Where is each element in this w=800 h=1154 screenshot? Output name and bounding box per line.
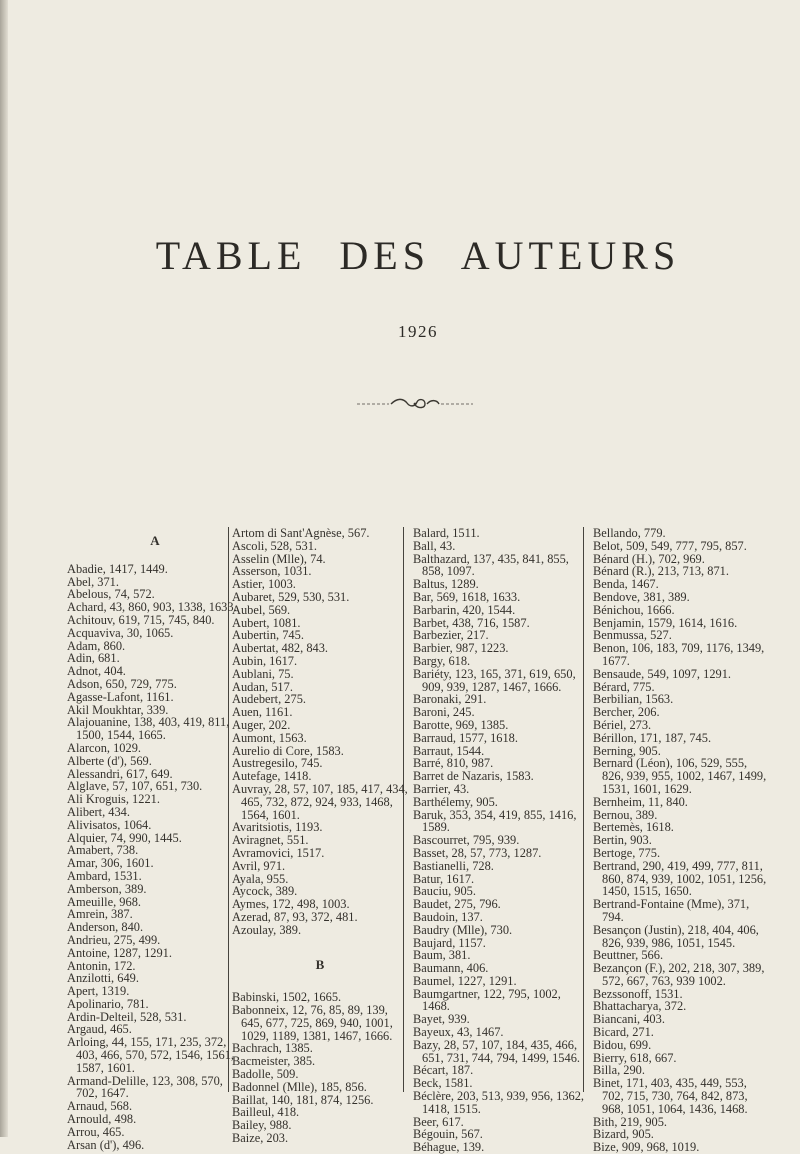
author-entry: Alajouanine, 138, 403, 419, 811, 1500, 1544, 1665.: [67, 715, 230, 743]
author-entry: Bayeux, 43, 1467.: [413, 1025, 504, 1040]
author-entry: Babonneix, 12, 76, 85, 89, 139, 645, 677, 725, 869, 940, 1001, 1029, 1189, 1381, 1467, 1666.: [232, 1003, 393, 1043]
author-entry: Aubaret, 529, 530, 531.: [232, 589, 350, 604]
author-entry: Bastianelli, 728.: [413, 858, 494, 873]
author-entry: Aviragnet, 551.: [232, 833, 309, 848]
author-entry: Achitouv, 619, 715, 745, 840.: [67, 612, 215, 627]
author-entry: Barraud, 1577, 1618.: [413, 730, 518, 745]
author-entry: Alessandri, 617, 649.: [67, 766, 173, 781]
author-entry: Alglave, 57, 107, 651, 730.: [67, 779, 203, 794]
author-entry: Baujard, 1157.: [413, 935, 486, 950]
author-entry: Berning, 905.: [593, 743, 661, 758]
author-entry: Bernou, 389.: [593, 807, 658, 822]
author-entry: Aycock, 389.: [232, 884, 298, 899]
author-entry: Arsan (d'), 496.: [67, 1137, 145, 1152]
author-entry: Bith, 219, 905.: [593, 1114, 668, 1129]
author-entry: Basset, 28, 57, 773, 1287.: [413, 845, 542, 860]
author-entry: Bicard, 271.: [593, 1025, 654, 1040]
author-entry: Baudry (Mlle), 730.: [413, 922, 513, 937]
author-entry: Barthélemy, 905.: [413, 794, 498, 809]
author-entry: Arloing, 44, 155, 171, 235, 372, 403, 466, 570, 572, 1546, 1561, 1587, 1601.: [67, 1035, 234, 1075]
author-entry: Berbilian, 1563.: [593, 692, 674, 707]
author-entry: Austregesilo, 745.: [232, 756, 323, 771]
author-entry: Bernheim, 11, 840.: [593, 794, 688, 809]
author-entry: Autefage, 1418.: [232, 769, 312, 784]
author-entry: Apolinario, 781.: [67, 996, 149, 1011]
author-entry: Bariéty, 123, 165, 371, 619, 650, 909, 939, 1287, 1467, 1666.: [413, 666, 576, 694]
index-column-3: [413, 527, 589, 1154]
author-entry: Baudet, 275, 796.: [413, 897, 501, 912]
author-entry: Beuttner, 566.: [593, 948, 664, 963]
index-column-4: [593, 527, 769, 1154]
author-entry: Bizard, 905.: [593, 1127, 654, 1142]
author-entry: Bernard (Léon), 106, 529, 555, 826, 939, 955, 1002, 1467, 1499, 1531, 1601, 1629.: [593, 756, 767, 796]
author-entry: Balard, 1511.: [413, 526, 480, 540]
author-entry: Arnould, 498.: [67, 1112, 137, 1127]
author-entry: Aumont, 1563.: [232, 730, 307, 745]
author-entry: Aubin, 1617.: [232, 653, 298, 668]
author-entry: Bensaude, 549, 1097, 1291.: [593, 666, 732, 681]
author-entry: Baum, 381.: [413, 948, 471, 963]
author-entry: Asselin (Mlle), 74.: [232, 551, 326, 566]
author-entry: Antonin, 172.: [67, 958, 136, 973]
author-entry: Baumel, 1227, 1291.: [413, 973, 517, 988]
author-entry: Aublani, 75.: [232, 666, 294, 681]
author-entry: Ameuille, 968.: [67, 894, 141, 909]
author-entry: Bize, 909, 968, 1019.: [593, 1140, 700, 1154]
index-column-2: [232, 527, 408, 1145]
author-entry: Baruk, 353, 354, 419, 855, 1416, 1589.: [413, 807, 577, 835]
author-entry: Bargy, 618.: [413, 653, 471, 668]
author-entry: Artom di Sant'Agnèse, 567.: [232, 526, 370, 540]
author-entry: Adnot, 404.: [67, 664, 126, 679]
author-entry: Arnaud, 568.: [67, 1099, 133, 1114]
author-entry: Besançon (Justin), 218, 404, 406, 826, 939, 986, 1051, 1545.: [593, 922, 759, 950]
author-entry: Ambard, 1531.: [67, 868, 142, 883]
author-entry: Barraut, 1544.: [413, 743, 485, 758]
author-entry: Barotte, 969, 1385.: [413, 717, 509, 732]
author-entry: Barret de Nazaris, 1583.: [413, 769, 534, 784]
author-entry: Bertemès, 1618.: [593, 820, 674, 835]
author-entry: Ali Kroguis, 1221.: [67, 792, 160, 807]
author-entry: Ayala, 955.: [232, 871, 289, 886]
author-entry: Argaud, 465.: [67, 1022, 132, 1037]
author-entry: Avramovici, 1517.: [232, 845, 325, 860]
author-entry: Batur, 1617.: [413, 871, 475, 886]
author-entry: Avaritsiotis, 1193.: [232, 820, 323, 835]
author-entry: Bhattacharya, 372.: [593, 999, 687, 1014]
author-entry: Bertin, 903.: [593, 833, 652, 848]
author-entry: Adin, 681.: [67, 651, 120, 666]
author-entry: Belot, 509, 549, 777, 795, 857.: [593, 538, 747, 553]
author-entry: Achard, 43, 860, 903, 1338, 1633.: [67, 600, 237, 615]
author-entry: Barbarin, 420, 1544.: [413, 602, 516, 617]
author-entry: Aubertin, 745.: [232, 628, 304, 643]
author-entry: Aubert, 1081.: [232, 615, 301, 630]
author-entry: Audebert, 275.: [232, 692, 306, 707]
author-entry: Barbet, 438, 716, 1587.: [413, 615, 530, 630]
author-entry: Bénichou, 1666.: [593, 602, 675, 617]
author-entry: Bachrach, 1385.: [232, 1041, 313, 1056]
author-entry: Aubel, 569.: [232, 602, 291, 617]
author-entry: Baronaki, 291.: [413, 692, 487, 707]
author-entry: Bar, 569, 1618, 1633.: [413, 589, 521, 604]
author-entry: Bauciu, 905.: [413, 884, 476, 899]
author-entry: Badonnel (Mlle), 185, 856.: [232, 1079, 367, 1094]
author-entry: Apert, 1319.: [67, 984, 130, 999]
author-entry: Balthazard, 137, 435, 841, 855, 858, 1097.: [413, 551, 569, 579]
author-entry: Bacmeister, 385.: [232, 1054, 316, 1069]
author-entry: Agasse-Lafont, 1161.: [67, 689, 174, 704]
author-entry: Bailleul, 418.: [232, 1105, 300, 1120]
author-entry: Asserson, 1031.: [232, 564, 312, 579]
author-entry: Abadie, 1417, 1449.: [67, 561, 168, 576]
author-entry: Baroni, 245.: [413, 705, 475, 720]
author-entry: Billa, 290.: [593, 1063, 645, 1078]
author-entry: Abelous, 74, 572.: [67, 587, 155, 602]
author-entry: Beer, 617.: [413, 1114, 464, 1129]
index-column-1: [67, 527, 243, 1151]
section-letter-heading: A: [150, 533, 160, 548]
author-entry: Baudoin, 137.: [413, 909, 483, 924]
author-entry: Biancani, 403.: [593, 1012, 665, 1027]
author-entry: Bertrand, 290, 419, 499, 777, 811, 860, 874, 939, 1002, 1051, 1256, 1450, 1515, 1650.: [593, 858, 767, 899]
author-entry: Abel, 371.: [67, 574, 119, 589]
page-title: TABLE DES AUTEURS: [155, 233, 681, 278]
author-entry: Baumann, 406.: [413, 961, 489, 976]
author-entry: Baize, 203.: [232, 1131, 289, 1146]
author-entry: Barbier, 987, 1223.: [413, 641, 509, 656]
author-entry: Anderson, 840.: [67, 920, 144, 935]
author-entry: Amabert, 738.: [67, 843, 139, 858]
author-entry: Bellando, 779.: [593, 526, 666, 540]
author-entry: Ball, 43.: [413, 538, 456, 553]
ornament-divider-icon: [355, 396, 475, 412]
author-entry: Alibert, 434.: [67, 804, 130, 819]
author-entry: Bierry, 618, 667.: [593, 1050, 677, 1065]
author-entry: Adson, 650, 729, 775.: [67, 676, 177, 691]
author-entry: Alquier, 74, 990, 1445.: [67, 830, 182, 845]
author-entry: Benmussa, 527.: [593, 628, 672, 643]
author-entry: Avril, 971.: [232, 858, 286, 873]
author-entry: Audan, 517.: [232, 679, 293, 694]
author-entry: Acquaviva, 30, 1065.: [67, 625, 174, 640]
author-entry: Bailey, 988.: [232, 1118, 292, 1133]
author-entry: Alivisatos, 1064.: [67, 817, 152, 832]
author-entry: Bériel, 273.: [593, 717, 652, 732]
author-entry: Bénard (R.), 213, 713, 871.: [593, 564, 729, 579]
author-entry: Adam, 860.: [67, 638, 126, 653]
author-entry: Astier, 1003.: [232, 577, 296, 592]
author-entry: Ardin-Delteil, 528, 531.: [67, 1009, 187, 1024]
year-heading: 1926: [398, 322, 438, 341]
page-edge: [0, 0, 8, 1137]
author-entry: Bécart, 187.: [413, 1063, 474, 1078]
section-letter-heading: B: [315, 956, 325, 972]
author-entry: Bertoge, 775.: [593, 845, 661, 860]
author-entry: Antoine, 1287, 1291.: [67, 945, 172, 960]
author-entry: Bezssonoff, 1531.: [593, 986, 683, 1001]
author-entry: Alarcon, 1029.: [67, 740, 141, 755]
author-entry: Armand-Delille, 123, 308, 570, 702, 1647.: [67, 1073, 223, 1101]
author-entry: Bégouin, 567.: [413, 1127, 483, 1142]
author-entry: Bayet, 939.: [413, 1012, 470, 1027]
author-entry: Azoulay, 389.: [232, 922, 302, 937]
author-entry: Benda, 1467.: [593, 577, 659, 592]
author-entry: Béhague, 139.: [413, 1140, 485, 1154]
author-entry: Aurelio di Core, 1583.: [232, 743, 344, 758]
author-entry: Bidou, 699.: [593, 1037, 652, 1052]
author-entry: Anzilotti, 649.: [67, 971, 139, 986]
author-entry: Ascoli, 528, 531.: [232, 538, 318, 553]
author-entry: Amberson, 389.: [67, 881, 147, 896]
author-entry: Bercher, 206.: [593, 705, 660, 720]
author-entry: Bénard (H.), 702, 969.: [593, 551, 705, 566]
author-entry: Bendove, 381, 389.: [593, 589, 690, 604]
author-entry: Aymes, 172, 498, 1003.: [232, 897, 350, 912]
author-entry: Barré, 810, 987.: [413, 756, 494, 771]
author-entry: Benon, 106, 183, 709, 1176, 1349, 1677.: [593, 641, 765, 668]
author-entry: Arrou, 465.: [67, 1124, 125, 1139]
author-entry: Beck, 1581.: [413, 1076, 473, 1091]
author-entry: Béclère, 203, 513, 939, 956, 1362, 1418, 1515.: [413, 1089, 585, 1116]
author-entry: Akil Moukhtar, 339.: [67, 702, 169, 717]
author-entry: Bertrand-Fontaine (Mme), 371, 794.: [593, 897, 750, 924]
author-entry: Bezançon (F.), 202, 218, 307, 389, 572, 667, 763, 939 1002.: [593, 961, 765, 988]
author-entry: Bascourret, 795, 939.: [413, 833, 520, 848]
author-entry: Amrein, 387.: [67, 907, 133, 922]
author-entry: Bazy, 28, 57, 107, 184, 435, 466, 651, 731, 744, 794, 1499, 1546.: [413, 1037, 580, 1065]
author-entry: Auger, 202.: [232, 717, 291, 732]
author-entry: Baltus, 1289.: [413, 577, 479, 592]
author-entry: Andrieu, 275, 499.: [67, 932, 161, 947]
author-entry: Auvray, 28, 57, 107, 185, 417, 434, 465, 732, 872, 924, 933, 1468, 1564, 1601.: [232, 781, 408, 822]
author-entry: Bérillon, 171, 187, 745.: [593, 730, 712, 745]
author-entry: Alberte (d'), 569.: [67, 753, 152, 768]
author-entry: Azerad, 87, 93, 372, 481.: [232, 909, 358, 924]
author-entry: Barbezier, 217.: [413, 628, 489, 643]
author-entry: Auen, 1161.: [232, 705, 293, 720]
author-entry: Benjamin, 1579, 1614, 1616.: [593, 615, 738, 630]
author-entry: Bérard, 775.: [593, 679, 655, 694]
author-entry: Badolle, 509.: [232, 1067, 299, 1082]
author-entry: Baumgartner, 122, 795, 1002, 1468.: [413, 986, 561, 1014]
author-entry: Amar, 306, 1601.: [67, 856, 154, 871]
author-entry: Baillat, 140, 181, 874, 1256.: [232, 1092, 374, 1107]
author-entry: Aubertat, 482, 843.: [232, 641, 329, 656]
author-entry: Babinski, 1502, 1665.: [232, 990, 342, 1005]
author-entry: Barrier, 43.: [413, 781, 470, 796]
author-entry: Binet, 171, 403, 435, 449, 553, 702, 715, 730, 764, 842, 873, 968, 1051, 1064, 1436, 1468.: [593, 1076, 748, 1116]
